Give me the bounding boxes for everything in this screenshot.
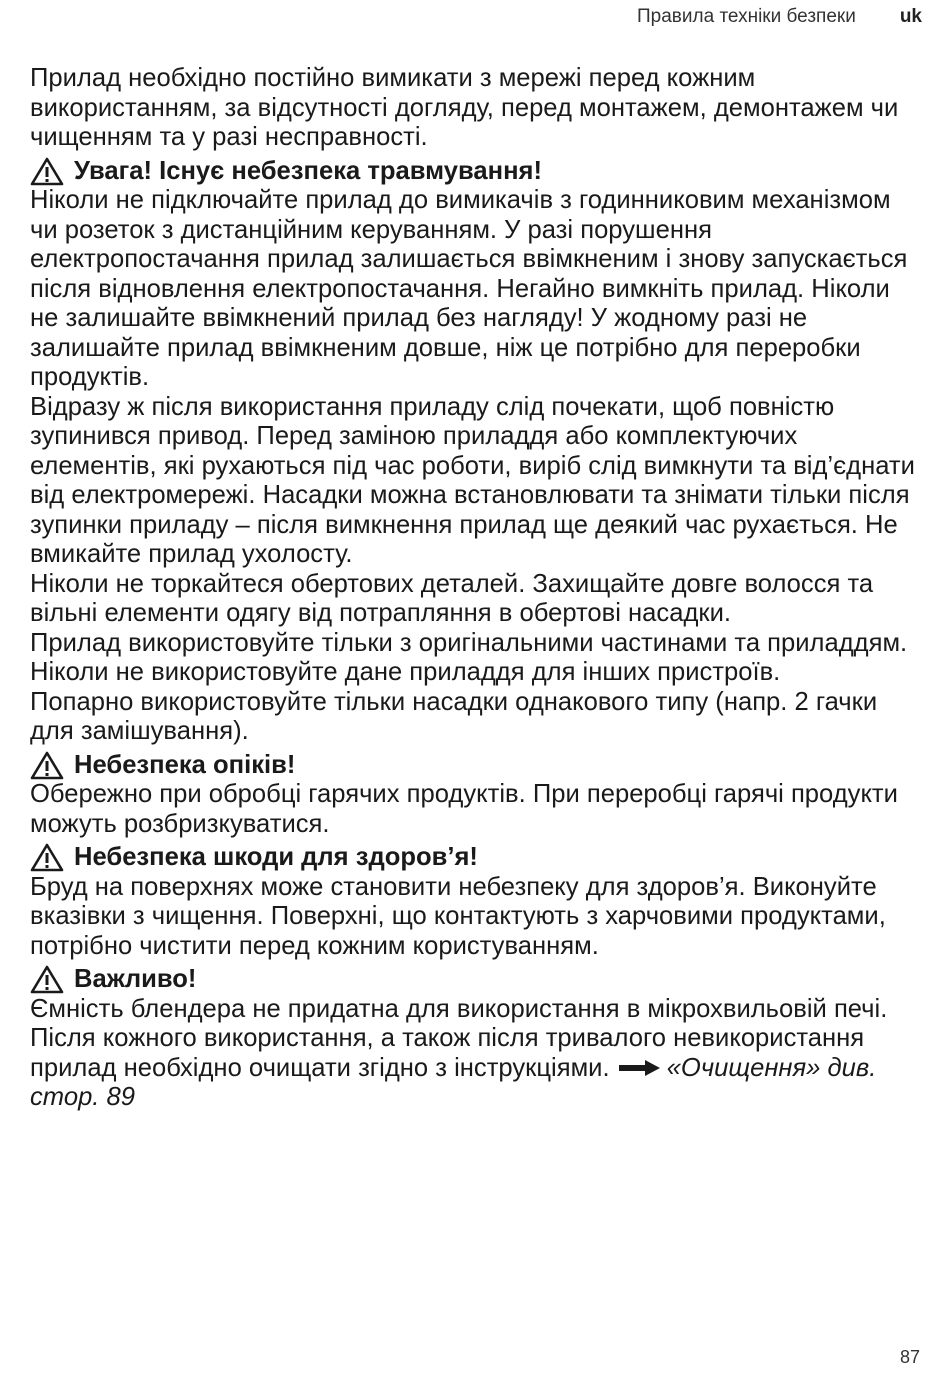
warning-health-heading xyxy=(30,843,922,873)
page-number: 87 xyxy=(899,1347,920,1367)
important-text xyxy=(30,995,922,1113)
warning-injury-paragraph: Ніколи не підключайте прилад до вимикачів з годинниковим механізмом чи розеток з дистанційним керуванням. У разі порушення електропостачання прилад залишається ввімкненим і знову запускається після відновлення електропостачання. Негайно вимкніть прилад. Ніколи не залишайте ввімкнений прилад без нагляду! У жодному разі не залишайте прилад ввімкненим довше, ніж це потрібно для переробки продуктів. xyxy=(30,186,908,391)
warning-injury-title: Увага! Існує небезпека травмування! xyxy=(74,156,542,185)
warning-burn-title: Небезпека опіків! xyxy=(74,750,296,779)
warning-injury-paragraph: Прилад використовуйте тільки з оригінальними частинами та приладдям. Ніколи не використовуйте дане приладдя для інших пристроїв. xyxy=(30,628,908,686)
warning-triangle-icon xyxy=(30,751,64,780)
warning-triangle-icon xyxy=(30,965,64,994)
arrow-right-icon xyxy=(619,1059,661,1077)
language-code: uk xyxy=(899,6,922,27)
section-title: Правила техніки безпеки xyxy=(637,6,856,27)
intro-paragraph: Прилад необхідно постійно вимикати з мережі перед кожним використанням, за відсутності догляду, перед монтажем, демонтажем чи чищенням та у разі несправності. xyxy=(30,64,899,151)
important-text-body: Ємність блендера не придатна для використання в мікрохвильовій печі. Після кожного використання, а також після тривалого невикористання прилад необхідно очищати згідно з інструкціями. xyxy=(30,994,888,1082)
cleaning-page-reference[interactable]: «Очищення» див. стор. 89 xyxy=(30,1053,877,1111)
warning-burn-text: Обережно при обробці гарячих продуктів. При переробці гарячі продукти можуть розбризкуватися. xyxy=(30,780,898,838)
page-header xyxy=(637,4,922,30)
warning-triangle-icon xyxy=(30,843,64,872)
important-title: Важливо! xyxy=(74,965,197,993)
warning-injury-paragraph: Ніколи не торкайтеся обертових деталей. Захищайте довге волосся та вільні елементи одягу від потрапляння в обертові насадки. xyxy=(30,569,874,627)
page-content xyxy=(30,64,922,1113)
warning-health-text: Бруд на поверхнях може становити небезпеку для здоров’я. Виконуйте вказівки з чищення. Поверхні, що контактують з харчовими продуктами, потрібно чистити перед кожним користуванням. xyxy=(30,872,886,960)
warning-triangle-icon xyxy=(30,157,64,186)
important-heading xyxy=(30,965,922,995)
warning-injury-heading xyxy=(30,157,922,187)
warning-injury-paragraph: Відразу ж після використання приладу слід почекати, щоб повністю зупинився привод. Перед заміною приладдя або комплектуючих елементів, які рухаються під час роботи, виріб слід вимкнути та від’єднати від електромережі. Насадки можна встановлювати та знімати тільки після зупинки приладу – після вимкнення прилад ще деякий час рухається. Не вмикайте прилад ухолосту. xyxy=(30,392,915,568)
warning-health-title: Небезпека шкоди для здоров’я! xyxy=(74,843,478,871)
warning-burn-heading xyxy=(30,751,922,781)
warning-injury-paragraph: Попарно використовуйте тільки насадки однакового типу (напр. 2 гачки для замішування). xyxy=(30,687,878,745)
